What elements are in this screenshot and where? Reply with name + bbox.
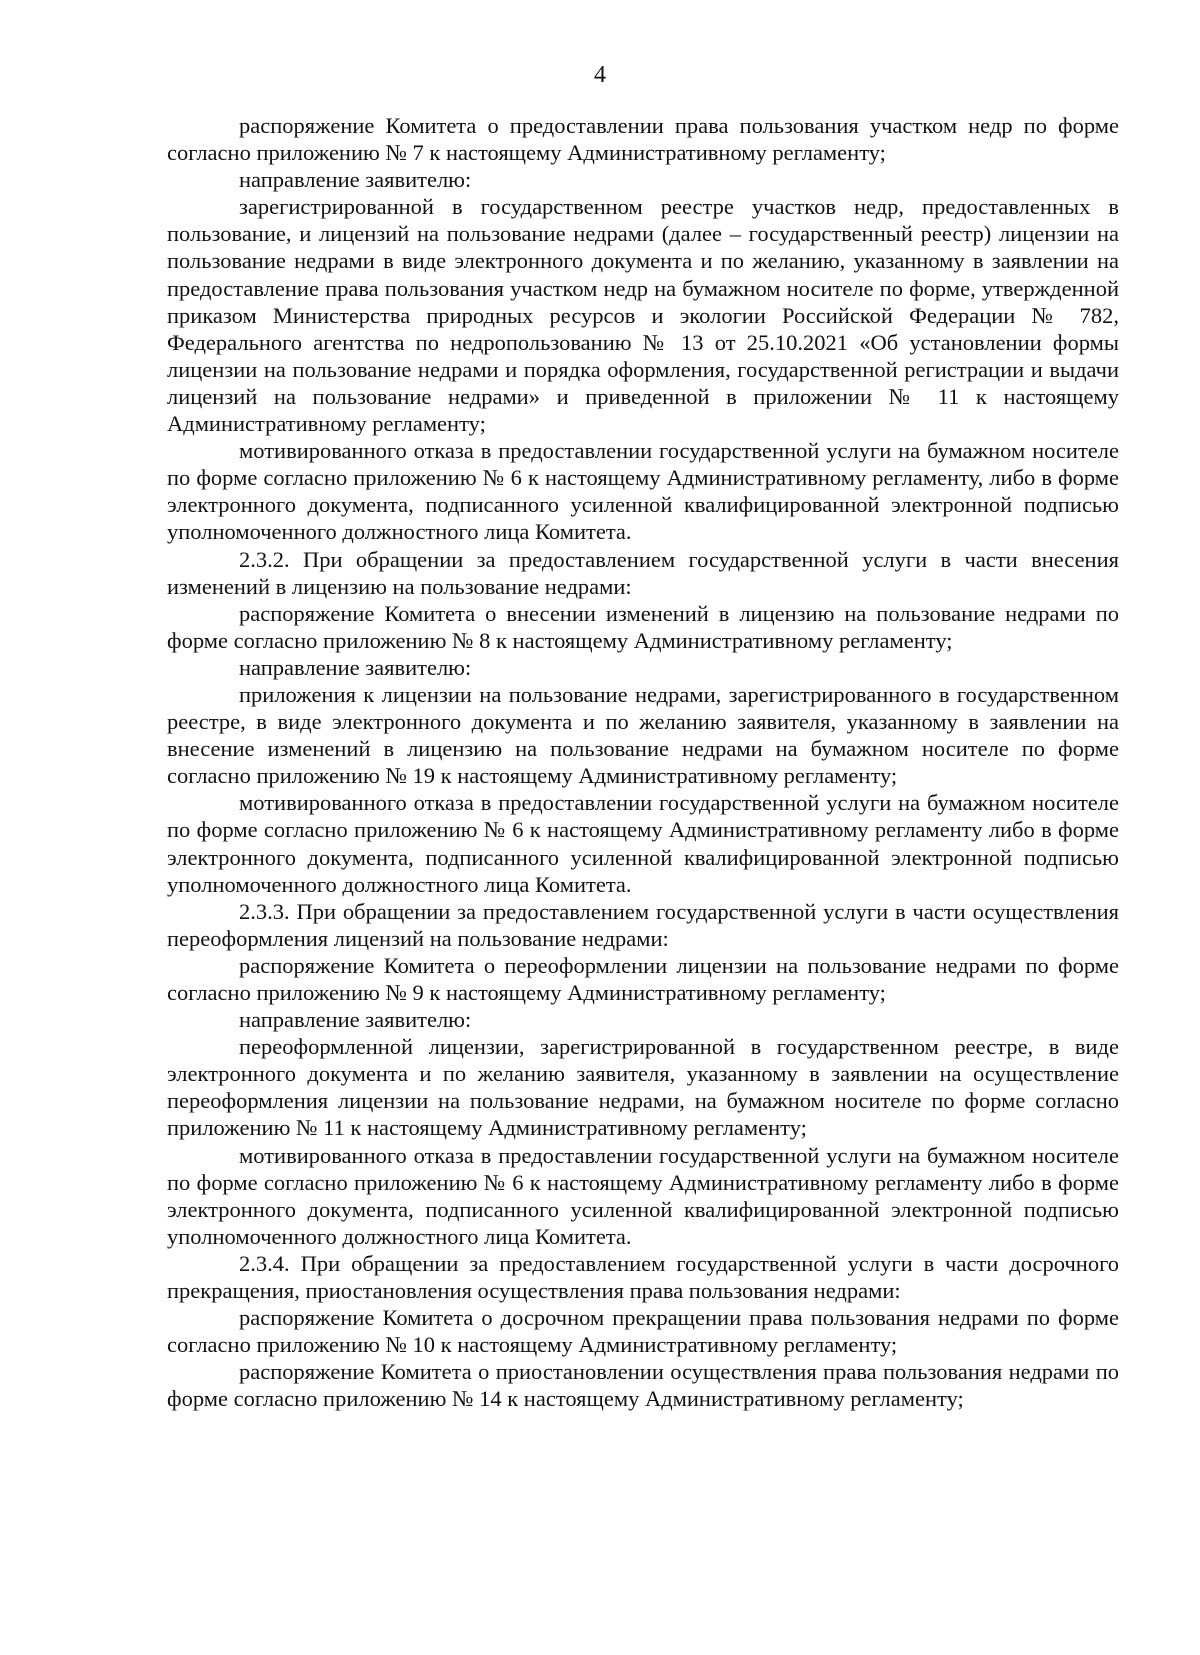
- paragraph-12: направление заявителю:: [239, 1007, 472, 1033]
- paragraph-8: приложения к лицензии на пользование недрами, зарегистрированного в государственном реестре, в виде электронного документа и по желанию заявителя, указанному в заявлении на внесение изменений в лицензию на пользование недрами на бумажном носителе по форме согласно приложению № 19 к настоящему Административному регламенту;: [167, 681, 1119, 789]
- paragraph-13: переоформленной лицензии, зарегистрированной в государственном реестре, в виде электронного документа и по желанию заявителя, указанному в заявлении на осуществление переоформления лицензии на пользование недрами, на бумажном носителе по форме согласно приложению № 11 к настоящему Административному регламенту;: [167, 1034, 1119, 1141]
- paragraph-14: мотивированного отказа в предоставлении государственной услуги на бумажном носителе по форме согласно приложению № 6 к настоящему Административному регламенту либо в форме электронного документа, подписанного усиленной квалифицированной электронной подписью уполномоченного должностного лица Комитета.: [167, 1142, 1119, 1249]
- paragraph-15: 2.3.4. При обращении за предоставлением государственной услуги в части досрочного прекращения, приостановления осуществления права пользования недрами:: [167, 1250, 1119, 1304]
- paragraph-16: распоряжение Комитета о досрочном прекращении права пользования недрами по форме согласно приложению № 10 к настоящему Административному регламенту;: [167, 1305, 1119, 1358]
- document-body: [167, 112, 1119, 1413]
- paragraph-3: зарегистрированной в государственном реестре участков недр, предоставленных в пользование, и лицензий на пользование недрами (далее – государственный реестр) лицензии на пользование недрами в виде электронного документа и по желанию, указанному в заявлении на предоставление права пользования участком недр на бумажном носителе по форме, утвержденной приказом Министерства природных ресурсов и экологии Российской Федерации № 782, Федерального агентства по недропользованию № 13 от 25.10.2021 «Об установлении формы лицензии на пользование недрами и порядка оформления, государственной регистрации и выдачи лицензий на пользование недрами» и приведенной в приложении № 11 к настоящему Административному регламенту;: [167, 194, 1119, 437]
- paragraph-5: 2.3.2. При обращении за предоставлением государственной услуги в части внесения изменений в лицензию на пользование недрами:: [167, 546, 1119, 599]
- paragraph-11: распоряжение Комитета о переоформлении лицензии на пользование недрами по форме согласно приложению № 9 к настоящему Административному регламенту;: [167, 952, 1119, 1005]
- paragraph-9: мотивированного отказа в предоставлении государственной услуги на бумажном носителе по форме согласно приложению № 6 к настоящему Административному регламенту либо в форме электронного документа, подписанного усиленной квалифицированной электронной подписью уполномоченного должностного лица Комитета.: [167, 790, 1119, 897]
- page-number: 4: [594, 62, 606, 88]
- paragraph-1: распоряжение Комитета о предоставлении права пользования участком недр по форме согласно приложению № 7 к настоящему Административному регламенту;: [167, 113, 1119, 166]
- paragraph-10: 2.3.3. При обращении за предоставлением государственной услуги в части осуществления переоформления лицензий на пользование недрами:: [167, 898, 1119, 951]
- paragraph-2: направление заявителю:: [239, 167, 472, 193]
- paragraph-7: направление заявителю:: [239, 654, 472, 680]
- paragraph-17: распоряжение Комитета о приостановлении осуществления права пользования недрами по форме согласно приложению № 14 к настоящему Административному регламенту;: [167, 1359, 1119, 1412]
- paragraph-4: мотивированного отказа в предоставлении государственной услуги на бумажном носителе по форме согласно приложению № 6 к настоящему Административному регламенту, либо в форме электронного документа, подписанного усиленной квалифицированной электронной подписью уполномоченного должностного лица Комитета.: [167, 438, 1119, 545]
- paragraph-6: распоряжение Комитета о внесении изменений в лицензию на пользование недрами по форме согласно приложению № 8 к настоящему Административному регламенту;: [167, 600, 1119, 653]
